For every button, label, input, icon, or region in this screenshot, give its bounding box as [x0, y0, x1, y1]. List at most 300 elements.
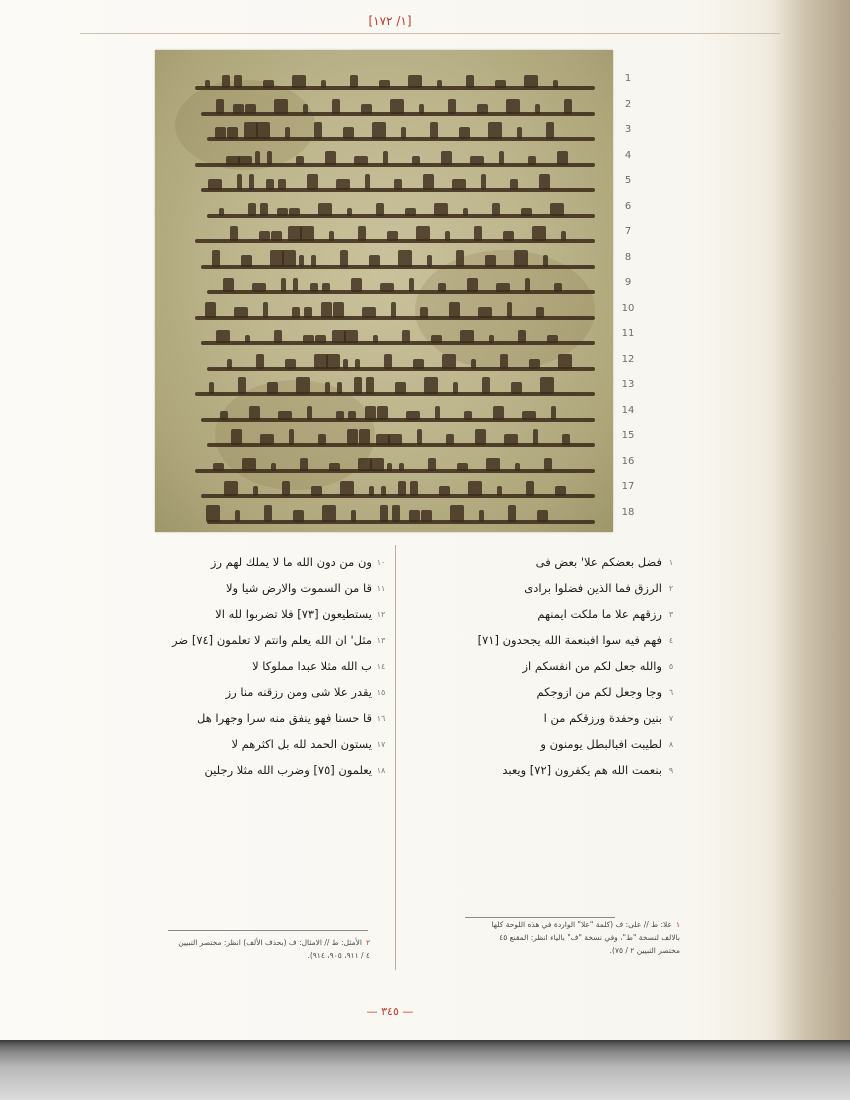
manuscript-glyph [401, 127, 406, 139]
manuscript-glyph [543, 255, 548, 267]
manuscript-line-number: 11 [621, 328, 635, 339]
line-number: ١٨ [376, 765, 386, 775]
manuscript-glyph [453, 382, 458, 394]
manuscript-glyph [405, 208, 416, 216]
manuscript-glyph [282, 481, 290, 496]
manuscript-glyph [492, 203, 500, 216]
manuscript-glyph [255, 151, 260, 165]
manuscript-glyph [497, 486, 502, 496]
line-text: يقدر علا شى ومن رزقنه منا رز [225, 685, 372, 699]
manuscript-line-number: 2 [624, 98, 632, 110]
manuscript-glyph [408, 75, 422, 88]
manuscript-glyph [529, 359, 540, 369]
manuscript-glyph [446, 434, 454, 445]
manuscript-glyph [435, 406, 440, 420]
column-divider [395, 545, 396, 970]
manuscript-glyph [466, 75, 474, 88]
manuscript-glyph [351, 510, 356, 522]
manuscript-glyph [340, 250, 348, 267]
line-number: ١٢ [376, 609, 386, 619]
manuscript-line-number: 16 [621, 455, 635, 467]
manuscript-glyph [409, 510, 420, 522]
manuscript-line-number: 13 [621, 379, 635, 390]
manuscript-glyph [329, 463, 340, 471]
manuscript-glyph [311, 255, 316, 267]
manuscript-glyph [416, 226, 430, 241]
transcription-line [215, 602, 390, 626]
manuscript-glyph [431, 335, 442, 343]
manuscript-glyph [428, 458, 436, 471]
line-number: ٤ [668, 635, 674, 645]
manuscript-glyph [383, 151, 388, 165]
line-text: رزقهم علا ما ملكت ايمنهم [537, 607, 662, 621]
manuscript-glyph [281, 278, 286, 292]
page-number: — ٣٤٥ — [366, 1005, 414, 1018]
manuscript-line-number: 15 [621, 430, 635, 441]
manuscript-line-number: 7 [624, 226, 632, 237]
line-number: ٦ [668, 687, 674, 697]
manuscript-glyph [282, 250, 296, 267]
manuscript-glyph [437, 80, 442, 88]
manuscript-glyph [359, 429, 370, 445]
manuscript-glyph [245, 104, 256, 114]
manuscript-glyph [410, 481, 418, 496]
line-text: والله جعل لكم من انفسكم از [522, 659, 662, 673]
manuscript-glyph [448, 99, 456, 114]
manuscript-glyph [477, 104, 488, 114]
manuscript-glyph [340, 481, 354, 496]
manuscript-glyph [277, 208, 288, 216]
manuscript-glyph [362, 307, 376, 318]
manuscript-glyph [304, 307, 312, 318]
manuscript-glyph [381, 486, 386, 496]
manuscript-glyph [248, 203, 256, 216]
manuscript-glyph [507, 302, 512, 318]
manuscript-glyph [355, 359, 360, 369]
manuscript-glyph [558, 354, 572, 369]
manuscript-glyph [536, 307, 544, 318]
manuscript-glyph [278, 179, 286, 190]
manuscript-glyph [358, 226, 366, 241]
line-number: ٥ [668, 661, 674, 671]
manuscript-glyph [450, 505, 464, 522]
line-text: فهم فيه سوا افبنعمة الله يجحدون [٧١] [477, 633, 662, 647]
line-text: بنين وحفدة ورزقكم من ا [543, 711, 662, 725]
manuscript-glyph [417, 429, 422, 445]
manuscript-glyph [478, 307, 492, 318]
manuscript-glyph [564, 99, 572, 114]
manuscript-glyph [311, 486, 322, 496]
manuscript-glyph [398, 250, 412, 267]
transcription-line [204, 758, 390, 782]
manuscript-glyph [369, 255, 380, 267]
manuscript-glyph [539, 174, 550, 190]
manuscript-glyph [271, 463, 276, 471]
manuscript-glyph [482, 377, 490, 394]
manuscript-glyph [557, 151, 568, 165]
manuscript-glyph [351, 278, 362, 292]
manuscript-line-number: 3 [624, 124, 632, 135]
manuscript-glyph [489, 335, 494, 343]
manuscript-glyph [434, 203, 448, 216]
manuscript-glyph [535, 104, 540, 114]
manuscript-glyph [390, 99, 404, 114]
manuscript-glyph [439, 486, 450, 496]
manuscript-line-number: 9 [624, 277, 632, 288]
manuscript-glyph [347, 429, 358, 445]
manuscript-glyph [285, 359, 296, 369]
manuscript-glyph [457, 463, 468, 471]
manuscript-glyph [495, 80, 506, 88]
transcription-line [502, 758, 680, 782]
manuscript-glyph [438, 283, 446, 292]
manuscript-line-number: 17 [621, 481, 635, 492]
manuscript-glyph [206, 505, 220, 522]
manuscript-glyph [252, 283, 266, 292]
manuscript-image [155, 50, 613, 532]
line-number: ٧ [668, 713, 674, 723]
manuscript-glyph [412, 156, 420, 165]
manuscript-glyph [296, 377, 310, 394]
column-divider [826, 545, 827, 970]
manuscript-glyph [521, 208, 532, 216]
manuscript-glyph [307, 406, 312, 420]
manuscript-glyph [532, 226, 546, 241]
manuscript-glyph [365, 406, 376, 420]
manuscript-glyph [348, 411, 356, 420]
manuscript-glyph [449, 302, 460, 318]
manuscript-glyph [544, 458, 552, 471]
manuscript-glyph [456, 250, 464, 267]
manuscript-glyph [387, 463, 392, 471]
header-rule [80, 33, 780, 34]
transcription-line [226, 680, 390, 704]
line-text: ب الله مثلا عبدا مملوكا لا [252, 659, 372, 673]
line-number: ١١ [376, 583, 386, 593]
manuscript-glyph [220, 411, 228, 420]
manuscript-line-number: 4 [624, 149, 632, 161]
manuscript-glyph [463, 208, 468, 216]
manuscript-glyph [370, 458, 384, 471]
manuscript-glyph [222, 75, 230, 88]
manuscript-glyph [300, 226, 314, 241]
manuscript-glyph [423, 174, 434, 190]
manuscript-glyph [336, 179, 350, 190]
manuscript-glyph [503, 231, 514, 241]
manuscript-glyph [244, 122, 258, 139]
manuscript-glyph [522, 411, 536, 420]
manuscript-glyph [470, 156, 484, 165]
footnote-rule [168, 930, 368, 931]
manuscript-glyph [372, 122, 386, 139]
manuscript-glyph [216, 99, 224, 114]
manuscript-glyph [485, 255, 496, 267]
line-number: ٩ [668, 765, 674, 775]
manuscript-glyph [424, 377, 438, 394]
manuscript-glyph [263, 302, 268, 318]
transcription-line [544, 706, 680, 730]
footnote-number: ٢ [365, 938, 370, 947]
line-text: بنعمت الله هم يكفرون [٧٢] ويعبد [502, 763, 662, 777]
manuscript-glyph [365, 174, 370, 190]
manuscript-glyph [267, 382, 278, 394]
manuscript-glyph [267, 151, 272, 165]
manuscript-glyph [266, 179, 274, 190]
manuscript-glyph [406, 411, 420, 420]
manuscript-glyph [227, 127, 238, 139]
page-header-reference: [١/ ١٧٢] [368, 14, 412, 28]
manuscript-glyph [486, 458, 500, 471]
manuscript-glyph [337, 382, 342, 394]
transcription-line [536, 680, 680, 704]
manuscript-glyph [329, 231, 334, 241]
manuscript-glyph [256, 122, 270, 139]
manuscript-glyph [293, 278, 298, 292]
manuscript-glyph [241, 255, 252, 267]
manuscript-glyph [366, 377, 374, 394]
manuscript-glyph [321, 80, 326, 88]
manuscript-glyph [238, 377, 246, 394]
manuscript-glyph [245, 335, 250, 343]
manuscript-glyph [514, 250, 528, 267]
manuscript-glyph [391, 302, 396, 318]
manuscript-line-number: 18 [621, 506, 635, 518]
manuscript-glyph [219, 208, 224, 216]
manuscript-line-number: 5 [624, 175, 632, 186]
transcription-line [231, 732, 390, 756]
manuscript-glyph [413, 359, 424, 369]
line-number: ١٧ [376, 739, 386, 749]
transcription-line [524, 576, 680, 600]
manuscript-glyph [318, 203, 332, 216]
manuscript-glyph [508, 505, 516, 522]
manuscript-glyph [464, 411, 472, 420]
manuscript-glyph [208, 179, 222, 190]
manuscript-glyph [321, 302, 332, 318]
manuscript-glyph [278, 411, 292, 420]
manuscript-glyph [233, 104, 244, 114]
manuscript-glyph [398, 481, 406, 496]
manuscript-glyph [524, 75, 538, 88]
manuscript-glyph [271, 231, 282, 241]
manuscript-line-number: 10 [621, 302, 635, 314]
manuscript-glyph [369, 486, 374, 496]
transcription-line [478, 628, 680, 652]
manuscript-glyph [550, 203, 564, 216]
manuscript-glyph [205, 80, 210, 88]
manuscript-glyph [511, 382, 522, 394]
manuscript-glyph [384, 354, 392, 369]
manuscript-glyph [215, 127, 226, 139]
manuscript-glyph [354, 377, 362, 394]
manuscript-line-number: 12 [621, 353, 635, 365]
manuscript-glyph [249, 174, 254, 190]
manuscript-glyph [333, 302, 344, 318]
manuscript-glyph [380, 283, 394, 292]
manuscript-glyph [471, 359, 476, 369]
manuscript-glyph [526, 481, 534, 496]
manuscript-glyph [388, 434, 402, 445]
footnote-line: ٤ / ٩١١، ٩٠٥، ٩١٤). [307, 951, 370, 960]
manuscript-glyph [506, 99, 520, 114]
manuscript-glyph [292, 307, 300, 318]
manuscript-glyph [223, 278, 234, 292]
manuscript-glyph [452, 179, 466, 190]
manuscript-glyph [475, 429, 486, 445]
manuscript-glyph [481, 174, 486, 190]
line-text: يعلمون [٧٥] وضرب الله مثلا رجلين [204, 763, 372, 777]
line-text: فضل بعضكم علا' بعض فى [535, 555, 662, 569]
manuscript-glyph [380, 505, 388, 522]
transcription-line [211, 550, 390, 574]
manuscript-glyph [496, 283, 510, 292]
manuscript-glyph [488, 122, 502, 139]
manuscript-glyph [270, 250, 284, 267]
transcription-line [252, 654, 390, 678]
manuscript-glyph [344, 330, 358, 343]
manuscript-glyph [259, 231, 270, 241]
line-text: مثل' ان الله يعلم وانتم لا تعلمون [٧٤] ضر [172, 633, 372, 647]
line-number: ١ [668, 557, 674, 567]
footnote-text: الأمثل: ط // الامثال: ف (بحذف الألف) انظر: مختصر التبيين [178, 938, 362, 947]
manuscript-glyph [263, 80, 274, 88]
line-number: ١٣ [376, 635, 386, 645]
manuscript-glyph [303, 104, 308, 114]
manuscript-glyph [289, 429, 294, 445]
manuscript-glyph [354, 156, 368, 165]
manuscript-glyph [445, 231, 450, 241]
manuscript-glyph [500, 354, 508, 369]
transcription-line [226, 576, 390, 600]
manuscript-glyph [441, 151, 452, 165]
manuscript-glyph [510, 179, 518, 190]
manuscript-glyph [518, 330, 526, 343]
manuscript-glyph [227, 359, 232, 369]
manuscript-glyph [235, 510, 240, 522]
line-text: يستطيعون [٧٣] فلا تضربوا لله الا [215, 607, 372, 621]
manuscript-glyph [288, 226, 302, 241]
manuscript-glyph [293, 510, 304, 522]
manuscript-glyph [479, 510, 484, 522]
manuscript-glyph [314, 354, 328, 369]
transcription-line [522, 654, 680, 678]
line-number: ٢ [668, 583, 674, 593]
manuscript-glyph [499, 151, 504, 165]
manuscript-glyph [237, 174, 242, 190]
manuscript-glyph [230, 226, 238, 241]
manuscript-line-number: 14 [621, 404, 635, 416]
manuscript-glyph [537, 510, 548, 522]
manuscript-glyph [322, 283, 330, 292]
manuscript-glyph [325, 151, 336, 165]
manuscript-glyph [296, 156, 304, 165]
manuscript-glyph [547, 335, 558, 343]
line-text: الرزق فما الذين فضلوا برادى [524, 581, 662, 595]
manuscript-glyph [205, 302, 216, 318]
manuscript-glyph [350, 75, 358, 88]
manuscript-glyph [231, 429, 242, 445]
manuscript-glyph [212, 250, 220, 267]
manuscript-glyph [377, 406, 388, 420]
transcription-line [537, 602, 680, 626]
manuscript-glyph [402, 330, 410, 343]
manuscript-glyph [256, 354, 264, 369]
footnote-text: علا: ط // على: ف (كلمة "علا" الواردة في هذه اللوحة كلها [491, 920, 672, 929]
manuscript-glyph [314, 122, 322, 139]
manuscript-glyph [392, 505, 400, 522]
line-text: قا حسنا فهو ينفق منه سرا وجهرا هل [197, 711, 372, 725]
transcription-line [197, 706, 390, 730]
manuscript-glyph [307, 174, 318, 190]
manuscript-glyph [387, 231, 398, 241]
manuscript-glyph [347, 208, 352, 216]
manuscript-glyph [238, 156, 252, 165]
book-spine-shadow [775, 0, 850, 1040]
manuscript-glyph [285, 127, 290, 139]
manuscript-glyph [361, 104, 372, 114]
manuscript-glyph [209, 382, 214, 394]
manuscript-glyph [299, 255, 304, 267]
footnote-right [405, 918, 680, 957]
line-text: لطيبت افبالبطل يومنون و [540, 737, 662, 751]
line-number: ١٠ [376, 557, 386, 567]
manuscript-glyph [274, 330, 282, 343]
manuscript-glyph [264, 505, 272, 522]
scan-bottom-edge [0, 1040, 850, 1100]
manuscript-glyph [376, 203, 384, 216]
manuscript-glyph [310, 283, 318, 292]
manuscript-glyph [289, 208, 300, 216]
manuscript-glyph [336, 411, 344, 420]
manuscript-glyph [318, 434, 326, 445]
manuscript-glyph [315, 335, 326, 343]
manuscript-glyph [554, 283, 562, 292]
manuscript-glyph [326, 354, 340, 369]
manuscript-glyph [427, 255, 432, 267]
line-text: قا من السموت والارض شيا ولا [225, 581, 372, 595]
manuscript-glyph [561, 231, 566, 241]
line-number: ٨ [668, 739, 674, 749]
transcription-line [172, 628, 390, 652]
manuscript-glyph [260, 434, 274, 445]
manuscript-glyph [419, 104, 424, 114]
manuscript-glyph [300, 458, 308, 471]
line-number: ٣ [668, 609, 674, 619]
manuscript-glyph [253, 486, 258, 496]
manuscript-glyph [234, 75, 242, 88]
manuscript-glyph [515, 463, 520, 471]
manuscript-glyph [540, 377, 554, 394]
manuscript-glyph [459, 127, 470, 139]
manuscript-glyph [224, 481, 238, 496]
manuscript-glyph [562, 434, 570, 445]
manuscript-glyph [303, 335, 314, 343]
manuscript-glyph [242, 458, 256, 471]
footnote-line [405, 918, 680, 931]
manuscript-glyph [332, 330, 346, 343]
manuscript-glyph [274, 99, 288, 114]
manuscript-glyph [358, 458, 372, 471]
line-text: ون من دون الله ما لا يملك لهم رز [210, 555, 372, 569]
manuscript-glyph [553, 80, 558, 88]
manuscript-glyph [343, 127, 354, 139]
manuscript-glyph [343, 359, 348, 369]
manuscript-glyph [216, 330, 230, 343]
manuscript-line-number: 8 [624, 251, 632, 263]
manuscript-glyph [373, 335, 378, 343]
line-text: وجا وجعل لكم من ازوجكم [536, 685, 662, 699]
manuscript-glyph [533, 429, 538, 445]
